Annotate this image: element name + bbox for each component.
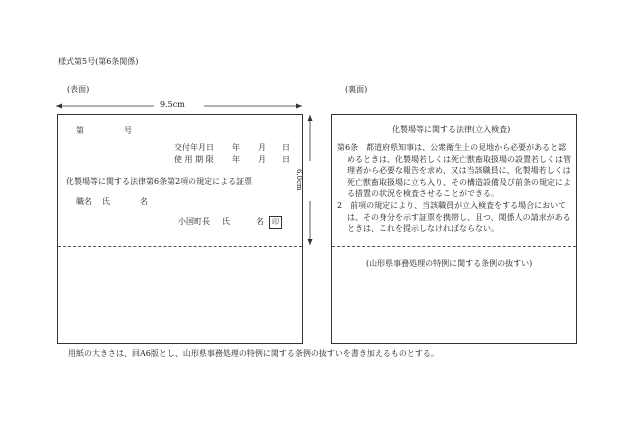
article-6-line: 第6条 都道府県知事は、公衆衛生上の見地から必要があると認 [337, 143, 567, 152]
article-6-line: 理者から必要な報告を求め、又は当該職員に、化製場若しくは [347, 166, 571, 176]
back-label: (裏面) [345, 85, 368, 94]
article-6-line: 死亡獣畜取扱場に立ち入り、その構造設備及び前条の規定によ [347, 177, 571, 187]
mayor-surname-label: 氏 [222, 217, 230, 226]
width-label: 9.5cm [160, 100, 185, 109]
paper-size-note: 用紙の大きさは、回A6版とし、山形県事務処理の特例に関する条例の抜すいを書き加えるものとする。 [68, 349, 439, 358]
issue-day: 日 [282, 143, 290, 152]
given-name-label: 名 [140, 197, 148, 206]
number-suffix: 号 [124, 126, 132, 135]
expiry-year: 年 [232, 155, 240, 164]
front-label: (表面) [67, 85, 90, 94]
back-heading: 化製場等に関する法律(立入検査) [392, 125, 511, 134]
expiry-date-label: 使 用 期 限 [174, 155, 214, 164]
mayor-given-name-label: 名 [256, 217, 264, 226]
law-line: 化製場等に関する法律第6条第2項の規定による証票 [66, 177, 253, 186]
issue-date-label: 交付年月日 [174, 143, 214, 152]
surname-label: 氏 [102, 197, 110, 206]
issue-year: 年 [232, 143, 240, 152]
expiry-month: 月 [258, 155, 266, 164]
front-cut-line [58, 246, 302, 247]
number-prefix: 第 [76, 126, 84, 135]
article-6-text [337, 142, 575, 200]
expiry-day: 日 [282, 155, 290, 164]
article-6-2-line: 2 前項の規定により、当該職員が立入検査をする場合において [337, 201, 567, 210]
back-cut-line [332, 246, 576, 247]
article-6-line: る措置の状況を検査させることができる。 [347, 189, 499, 199]
article-6-2-line: ときは、これを提示しなければならない。 [347, 224, 499, 234]
article-6-line: めるときは、化製場若しくは死亡獣畜取扱場の設置若しくは管 [347, 154, 571, 164]
issue-month: 月 [258, 143, 266, 152]
article-6-2-line: は、その身分を示す証票を携帯し、且つ、関係人の請求がある [347, 212, 571, 222]
height-dimension-arrow [303, 113, 317, 249]
position-label: 職名 [76, 197, 92, 206]
back-footer: (山形県事務処理の特例に関する条例の抜すい) [366, 259, 533, 268]
article-6-2-text [337, 200, 575, 235]
mayor-label: 小国町長 [178, 217, 210, 226]
height-label: 6.0cm [295, 169, 303, 191]
form-title: 様式第5号(第6条関係) [58, 57, 139, 66]
seal-stamp: 印 [269, 216, 282, 229]
